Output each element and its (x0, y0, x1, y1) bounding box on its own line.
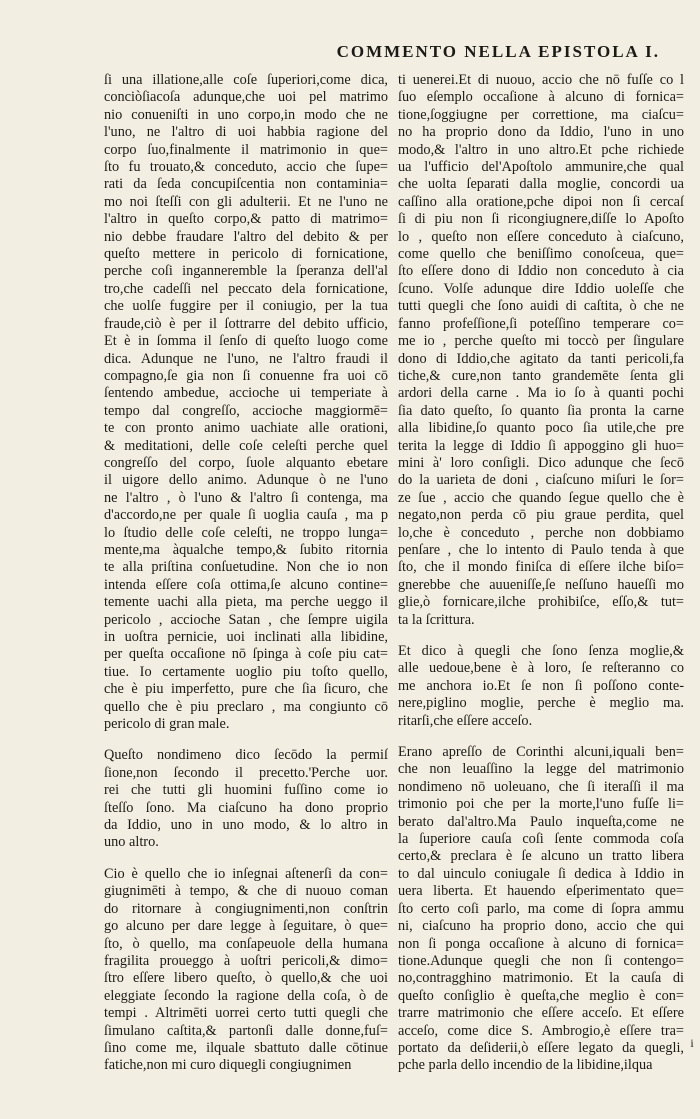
text-line: tiue. Io certamente uoglio piu toſto quello, (104, 663, 388, 680)
text-line: penſare , che lo intento di Paulo tenda à que (398, 541, 684, 558)
text-line: tione,ſoggiugne per correttione, ma ciaſcu= (398, 106, 684, 123)
text-line: me io , perche queſto mi toccò per ſingulare (398, 333, 684, 350)
text-line: la ſuperiore cauſa coſi ſente commoda coſa (398, 831, 684, 848)
text-line: dono di Iddio,che agitato da tanti pericoli,fa (398, 350, 684, 367)
text-line: che è piu imperfetto, pure che ſia ſicuro, che (104, 681, 388, 698)
text-line: tione.Adunque quegli che non ſi contengo= (398, 952, 684, 969)
text-line: lo , queſto non eſſere conceduto à ciaſcuno, (398, 228, 684, 245)
text-line: corpo ſuo,finalmente il matrimonio in que= (104, 141, 388, 158)
paragraph (104, 72, 388, 733)
text-line: no ha proprio dono da Iddio, l'uno in uno (398, 124, 684, 141)
text-line: come quello che beniſſimo conoſceua, que= (398, 246, 684, 263)
text-line: ſto eſſere dono di Iddio non conceduto à cia (398, 263, 684, 280)
text-line: ſteſſo ſono. Ma ciaſcuno ha dono proprio (104, 799, 388, 816)
text-line: queſto mettere in pericolo di fornicatione, (104, 246, 388, 263)
text-line: Cio è quello che io inſegnai aſtenerſi da con= (104, 865, 388, 882)
text-line: dica. Adunque ne l'uno, ne l'altro fraudi il (104, 350, 388, 367)
text-line: ti uenerei.Et di nuouo, accio che nō fuſſe co l (398, 72, 684, 88)
text-line: tro,che cadeſſi nel peccato dela fornicatione, (104, 280, 388, 297)
text-line: queſto conſiglio è queſta,che meglio è con= (398, 987, 684, 1004)
text-line: eleggiate ſecondo la ragione della coſa, ò de (104, 987, 388, 1004)
text-line: portato da deſiderii,ò eſſere legato da quegli, (398, 1039, 684, 1056)
text-line: ſimulano caſtita,& partonſi dalle donne,fuſ= (104, 1022, 388, 1039)
text-line: giugnimēti à tempo, & che di nuouo coman (104, 883, 388, 900)
text-line: go alcuno per dare legge à ſeguitare, ò que= (104, 918, 388, 935)
text-line: conciòſiacoſa adunque,che uoi pel matrimo (104, 89, 388, 106)
text-line: trarre matrimonio che eſſere acceſo. Et eſſere (398, 1005, 684, 1022)
text-line: ze ſue , accio che quando ſegue quello che è (398, 489, 684, 506)
text-line: d'accordo,ne per quale ſi uoglia cauſa , ma p (104, 507, 388, 524)
text-line: negato,non perda cō piu graue perdita, quel (398, 507, 684, 524)
text-line: l'altro in queſto corpo,& patto di matrimo= (104, 211, 388, 228)
text-line: alle uedoue,bene è à loro, ſe reſteranno co (398, 660, 684, 677)
text-line: il uigore dello animo. Adunque ò ne l'uno (104, 472, 388, 489)
text-line: do la uarieta de doni , ciaſcuno miſuri le ſor= (398, 472, 684, 489)
text-line: certo,& preclara è ſe alcuno un tratto libera (398, 848, 684, 865)
text-line: rei che tutti gli huomini fuſſino come io (104, 782, 388, 799)
text-line: ta la ſcrittura. (398, 611, 475, 628)
text-line: che uolſe fuggire per il coniugio, per la tua (104, 298, 388, 315)
text-line: te alla priſtina conſuetudine. Non che io non (104, 559, 388, 576)
text-line: che non leuaſſino la legge del matrimonio (398, 761, 684, 778)
text-line: fragilita proueggo à uoſtri pericoli,& dimo= (104, 952, 388, 969)
text-line: ne l'altro , ò l'uno & l'altro ſi contenga, ma (104, 489, 388, 506)
text-line: Et è in ſomma il ſenſo di queſto luogo come (104, 333, 388, 350)
text-line: uno altro. (104, 834, 159, 851)
text-line: do ritornare à congiugnimenti,non conſtrin (104, 900, 388, 917)
text-line: me anchora io.Et ſe non ſi poſſono conte- (398, 677, 684, 694)
text-line: te con pronto animo uachiate alle orationi, (104, 420, 388, 437)
text-line: no,contragghino matrimonio. Et la cauſa di (398, 970, 684, 987)
text-line: ſto, che il mondo finiſca di eſſere ilche biſo= (398, 559, 684, 576)
text-line: pericolo , accioche Satan , che ſempre uigila (104, 611, 388, 628)
text-line: compagno,ſe gia non ſi conuenne fra uoi cō (104, 367, 388, 384)
text-line: da Iddio, uno in uno modo, & lo altro in (104, 817, 388, 834)
paragraph (398, 72, 684, 629)
paragraph (398, 643, 684, 730)
text-line: Et dico à quegli che ſono ſenza moglie,& (398, 643, 684, 659)
text-line: ſto certo coſi parlo, ma come di ſopra ammu (398, 900, 684, 917)
running-title: COMMENTO NELLA EPISTOLA I. (336, 42, 660, 61)
text-line: Queſto nondimeno dico ſecōdo la permiſ (104, 747, 388, 764)
text-line: nio debbe fraudare l'altro del debito & per (104, 228, 388, 245)
text-line: in uoſtra pernicie, uoi inclinati alla libidine, (104, 629, 388, 645)
text-line: ſto fu trouato,& conceduto, accio che ſupe= (104, 159, 388, 176)
text-line: congreſſo del corpo, ſuole alquanto ebetare (104, 454, 388, 471)
text-line: gnerebbe che auueniſſe,ſe neſſuno haueſſi mo (398, 576, 684, 593)
text-line: quello che è piu preclaro , ma congiunto cō (104, 698, 388, 715)
text-line: pericolo di gran male. (104, 716, 230, 733)
text-line: nio conueniſti in uno corpo,in modo che ne (104, 106, 388, 123)
paragraph (104, 866, 388, 1075)
paragraph (398, 744, 684, 1075)
text-line: per queſta occaſione nō ſpinga à coſe piu cat= (104, 646, 388, 663)
text-line: berato dal'altro.Ma Paulo inqueſta,come ne (398, 813, 684, 830)
text-line: ritarſi,che eſſere acceſo. (398, 712, 533, 729)
text-line: ni, ciaſcuno ha proprio dono, accio che qui (398, 918, 684, 935)
text-line: tempo dal congreſſo, accioche maggiormē= (104, 402, 388, 419)
text-line: ua l'ufficio del'Apoſtolo ammunire,che qual (398, 159, 684, 176)
text-line: ſtro eſſere libero queſto, ò quello,& che uoi (104, 970, 388, 987)
text-line: ſentendo ambedue, accioche ui temperiate à (104, 385, 388, 402)
text-line: tutti quegli che ſono auidi di caſtita, ò che ne (398, 298, 684, 315)
text-line: non ſi ponga occaſione à alcuno di fornica= (398, 935, 684, 952)
text-line: pche parla dello incendio de la libidine,ilqua (398, 1057, 653, 1074)
text-line: caſſino alla oratione,pche dipoi non ſi cercaſ (398, 193, 684, 210)
text-line: modo,& l'altro in uno altro.Et pche richiede (398, 141, 684, 158)
text-line: ſia dato queſto, ſo quanto ſia pronta la carne (398, 402, 684, 419)
text-line: ſcuno. Volſe adunque dire Iddio uoleſſe che (398, 280, 684, 297)
page-mark: i (690, 1036, 694, 1050)
text-line: uera liberta. Et hauendo eſperimentato que= (398, 883, 684, 900)
text-line: fatiche,non mi curo diquegli congiugnimen (104, 1057, 352, 1074)
text-line: nondimeno nō uoleuano, che ſi iteraſſi il ma (398, 778, 684, 795)
text-line: che uolta ſeparati dalla moglie, concordi ua (398, 176, 684, 193)
text-line: mente,ma àqualche tempo,& ſubito ritornia (104, 541, 388, 558)
text-line: mo noi ſteſſi con gli adulterii. Et ne l'uno ne (104, 193, 388, 210)
text-line: temente uachi alla pieta, ma perche ueggo il (104, 594, 388, 611)
text-line: tiche,& cure,non tanto grandemēte ſenta gli (398, 367, 684, 384)
text-line: ſino come me, ilquale sbattuto dalle cōtinue (104, 1039, 388, 1056)
text-line: terita la legge di Iddio ſi appoggino gli huo= (398, 437, 684, 454)
text-line: tempi . Altrimēti uorrei certo tutti quegli che (104, 1005, 388, 1022)
text-line: trimonio poi che per la morte,l'uno fuſſe li= (398, 796, 684, 813)
text-line: lo,che è conceduto , perche non dobbiamo (398, 524, 684, 541)
text-line: Erano apreſſo de Corinthi alcuni,iquali ben= (398, 744, 684, 761)
text-line: ſi di piu non ſi ricongiugnere,diſſe lo Apoſto (398, 211, 684, 228)
text-line: rati da ſeda concupiſcentia non contaminia= (104, 176, 388, 193)
text-line: ardori della carne . Ma io ſo à quanti pochi (398, 385, 684, 402)
text-line: glie,ò fornicare,ilche prohibiſce, eſſo,& tut= (398, 594, 684, 611)
text-line: & meditationi, delle coſe celeſti perche quel (104, 437, 388, 454)
text-line: ſto, ò quello, ma conſapeuole della humana (104, 935, 388, 952)
text-line: ſione,non ſecondo il precetto.'Perche uor. (104, 764, 388, 781)
text-line: to dal uinculo coniugale ſi dedica à Iddio in (398, 865, 684, 882)
text-line: perche coſi inganneremble la ſperanza dell'al (104, 263, 388, 280)
right-column (398, 72, 684, 1075)
text-line: mini à' loro conſigli. Dico adunque che ſecō (398, 454, 684, 471)
text-line: l'uno, ne l'altro di uoi habbia ragione del (104, 124, 388, 141)
text-line: lo ſtudio delle coſe celeſti, ne troppo lunga= (104, 524, 388, 541)
text-line: fraude,ciò è per il ſottrarre del debito ufficio, (104, 315, 388, 332)
text-line: acceſo, come dice S. Ambrogio,è eſſere tra= (398, 1022, 684, 1039)
left-column (104, 72, 388, 1075)
text-line: ſuo eſemplo occaſione à alcuno di fornica= (398, 89, 684, 106)
text-line: alla libidine,ſo quanto poco ſia utile,che pre (398, 420, 684, 437)
text-line: ſi una illatione,alle coſe ſuperiori,come dica, (104, 72, 388, 88)
text-line: intenda eſſere coſa ottima,ſe alcuno contine= (104, 576, 388, 593)
text-line: fanno profeſſione,ſi poteſſino temperare co= (398, 315, 684, 332)
paragraph (104, 747, 388, 851)
text-line: nere,piglino moglie, perche è meglio ma. (398, 695, 684, 712)
